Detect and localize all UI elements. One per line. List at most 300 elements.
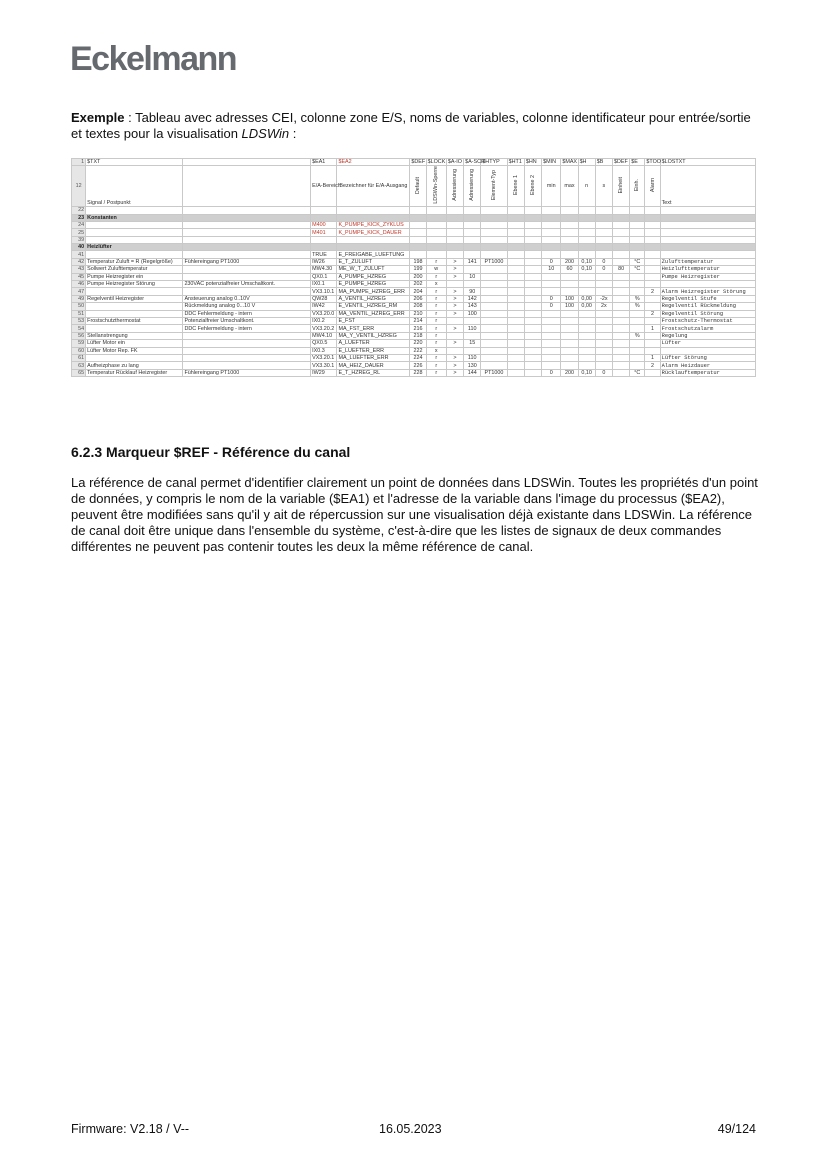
- table-cell: [645, 266, 660, 273]
- table-cell: [507, 354, 524, 361]
- header-cell: $B: [595, 159, 612, 166]
- table-cell: [595, 347, 612, 354]
- table-cell: >: [446, 362, 463, 369]
- table-cell: 1: [645, 354, 660, 361]
- table-cell: 0: [595, 266, 612, 273]
- table-cell: [578, 214, 595, 221]
- table-cell: TRUE: [311, 251, 337, 258]
- table-cell: [645, 340, 660, 347]
- table-cell: [561, 244, 578, 251]
- table-cell: [578, 332, 595, 339]
- table-cell: 41: [72, 251, 86, 258]
- table-cell: >: [446, 303, 463, 310]
- table-cell: 59: [72, 340, 86, 347]
- table-cell: [507, 266, 524, 273]
- table-cell: Lüfter: [660, 340, 755, 347]
- table-cell: [660, 347, 755, 354]
- table-cell: Regelventil Rückmeldung: [660, 303, 755, 310]
- table-cell: [595, 207, 612, 214]
- table-cell: [426, 244, 446, 251]
- table-cell: 100: [464, 310, 481, 317]
- table-cell: [524, 229, 541, 236]
- table-cell: [446, 207, 463, 214]
- table-cell: [524, 332, 541, 339]
- table-cell: [645, 295, 660, 302]
- table-cell: MA_HEIZ_DAUER: [337, 362, 410, 369]
- table-cell: [660, 221, 755, 228]
- table-cell: x: [426, 347, 446, 354]
- table-cell: MA_VENTIL_HZREG_ERR: [337, 310, 410, 317]
- intro-lead: Exemple: [71, 110, 125, 125]
- table-cell: [645, 273, 660, 280]
- table-row: [72, 207, 756, 214]
- table-cell: [183, 332, 311, 339]
- table-cell: 226: [410, 362, 426, 369]
- table-cell: [595, 325, 612, 332]
- table-cell: [561, 214, 578, 221]
- table-cell: [578, 221, 595, 228]
- table-cell: >: [446, 310, 463, 317]
- table-cell: [524, 214, 541, 221]
- table-cell: x: [426, 281, 446, 288]
- table-cell: QW28: [311, 295, 337, 302]
- table-cell: 200: [410, 273, 426, 280]
- table-cell: [660, 214, 755, 221]
- table-cell: [524, 325, 541, 332]
- section-row: [72, 244, 756, 251]
- table-cell: [524, 258, 541, 265]
- table-cell: 142: [464, 295, 481, 302]
- table-cell: 224: [410, 354, 426, 361]
- table-cell: 43: [72, 266, 86, 273]
- intro-app: LDSWin: [241, 126, 290, 141]
- table-cell: [86, 251, 183, 258]
- table-cell: [595, 362, 612, 369]
- subheader-label: s: [602, 183, 606, 190]
- table-cell: [645, 251, 660, 258]
- table-cell: Rücklauftemperatur: [660, 369, 755, 376]
- table-cell: [507, 258, 524, 265]
- table-row: [72, 281, 756, 288]
- table-cell: [660, 236, 755, 243]
- table-cell: 61: [72, 354, 86, 361]
- table-cell: [578, 340, 595, 347]
- table-cell: 141: [464, 258, 481, 265]
- table-cell: r: [426, 258, 446, 265]
- table-cell: [561, 221, 578, 228]
- table-cell: [183, 288, 311, 295]
- table-cell: [578, 273, 595, 280]
- subheader-cell: [446, 166, 463, 207]
- table-cell: [183, 362, 311, 369]
- table-cell: [410, 251, 426, 258]
- table-cell: [507, 303, 524, 310]
- table-row: [72, 340, 756, 347]
- table-cell: %: [630, 303, 645, 310]
- table-cell: [183, 340, 311, 347]
- table-cell: DDC Fehlermeldung - intern: [183, 310, 311, 317]
- table-cell: [507, 288, 524, 295]
- table-cell: [183, 207, 311, 214]
- table-cell: Frostschutzthermostat: [86, 318, 183, 325]
- table-cell: [595, 340, 612, 347]
- table-cell: Rückmeldung analog 0...10 V: [183, 303, 311, 310]
- footer-firmware: Firmware: V2.18 / V--: [71, 1122, 190, 1136]
- table-cell: [507, 310, 524, 317]
- table-cell: [524, 236, 541, 243]
- table-cell: [613, 347, 630, 354]
- table-cell: Pumpe Heizregister ein: [86, 273, 183, 280]
- table-cell: [446, 221, 463, 228]
- table-cell: [561, 332, 578, 339]
- subheader-label: Element-Typ: [490, 170, 497, 201]
- table-cell: r: [426, 354, 446, 361]
- table-row: [72, 221, 756, 228]
- table-cell: [446, 236, 463, 243]
- table-cell: °C: [630, 266, 645, 273]
- table-cell: [542, 310, 561, 317]
- table-cell: [524, 244, 541, 251]
- table-cell: [542, 207, 561, 214]
- subheader-label: Einheit: [618, 177, 625, 194]
- table-cell: 218: [410, 332, 426, 339]
- table-cell: [645, 369, 660, 376]
- table-cell: [660, 251, 755, 258]
- table-cell: [613, 221, 630, 228]
- table-cell: Regelventil Störung: [660, 310, 755, 317]
- table-cell: 65: [72, 369, 86, 376]
- table-cell: [630, 310, 645, 317]
- table-cell: >: [446, 369, 463, 376]
- table-cell: [542, 214, 561, 221]
- table-cell: [613, 251, 630, 258]
- table-cell: [481, 310, 507, 317]
- table-cell: [481, 332, 507, 339]
- table-cell: r: [426, 340, 446, 347]
- table-cell: [578, 207, 595, 214]
- table-cell: 22: [72, 207, 86, 214]
- table-cell: [578, 325, 595, 332]
- table-cell: [630, 340, 645, 347]
- table-cell: [561, 325, 578, 332]
- table-cell: [645, 229, 660, 236]
- table-cell: [446, 332, 463, 339]
- table-cell: DDC Fehlermeldung - intern: [183, 325, 311, 332]
- table-cell: 208: [410, 303, 426, 310]
- table-cell: E_FREIGABE_LUEFTUNG: [337, 251, 410, 258]
- table-cell: [507, 244, 524, 251]
- header-cell: $HT1: [507, 159, 524, 166]
- table-row: [72, 229, 756, 236]
- table-cell: [86, 236, 183, 243]
- table-cell: 15: [464, 340, 481, 347]
- table-cell: 2x: [595, 303, 612, 310]
- sheet-subheader-row: [72, 166, 756, 207]
- subheader-label: min: [546, 183, 556, 190]
- subheader-label: Ebene 1: [512, 175, 519, 196]
- table-cell: 40: [72, 244, 86, 251]
- table-cell: Regelventil Stufe: [660, 295, 755, 302]
- table-cell: 0: [542, 295, 561, 302]
- table-cell: [630, 362, 645, 369]
- table-cell: [542, 318, 561, 325]
- intro-paragraph: [71, 110, 761, 142]
- table-cell: [595, 332, 612, 339]
- table-cell: [446, 347, 463, 354]
- footer-date: 16.05.2023: [379, 1122, 442, 1136]
- table-cell: [524, 347, 541, 354]
- table-cell: [561, 362, 578, 369]
- subheader-label: Bezeichner für E/A-Ausgang: [339, 183, 408, 190]
- table-cell: [630, 221, 645, 228]
- table-row: [72, 362, 756, 369]
- table-cell: [507, 236, 524, 243]
- table-cell: Potenzialfreier Umschaltkont.: [183, 318, 311, 325]
- table-cell: 100: [561, 303, 578, 310]
- header-cell: $DEF: [411, 159, 426, 165]
- table-cell: [645, 332, 660, 339]
- table-cell: ME_W_T_ZULUFT: [337, 266, 410, 273]
- table-cell: [337, 214, 410, 221]
- table-cell: [645, 347, 660, 354]
- table-cell: [183, 347, 311, 354]
- table-cell: [613, 236, 630, 243]
- table-cell: [578, 362, 595, 369]
- page-footer: [71, 1122, 756, 1138]
- table-cell: Alarm Heizdauer: [660, 362, 755, 369]
- subheader-cell: [72, 166, 86, 207]
- table-cell: VX3.20.1: [311, 354, 337, 361]
- table-cell: [481, 251, 507, 258]
- table-cell: >: [446, 340, 463, 347]
- table-cell: [613, 362, 630, 369]
- table-cell: [561, 281, 578, 288]
- table-cell: [542, 347, 561, 354]
- table-cell: [86, 229, 183, 236]
- table-cell: [524, 310, 541, 317]
- table-cell: 110: [464, 354, 481, 361]
- table-cell: Zulufttemperatur: [660, 258, 755, 265]
- subheader-cell: [410, 166, 426, 207]
- table-cell: [183, 266, 311, 273]
- table-cell: [446, 244, 463, 251]
- table-cell: [542, 332, 561, 339]
- table-cell: 200: [561, 258, 578, 265]
- table-cell: QX0.5: [311, 340, 337, 347]
- table-cell: 50: [72, 303, 86, 310]
- table-cell: [645, 258, 660, 265]
- table-cell: r: [426, 295, 446, 302]
- table-cell: [446, 229, 463, 236]
- table-cell: 130: [464, 362, 481, 369]
- table-cell: [630, 251, 645, 258]
- table-cell: 198: [410, 258, 426, 265]
- table-cell: [410, 214, 426, 221]
- table-cell: 23: [72, 214, 86, 221]
- table-cell: 214: [410, 318, 426, 325]
- subheader-cell: [86, 166, 183, 207]
- table-cell: [595, 318, 612, 325]
- table-cell: [86, 354, 183, 361]
- table-cell: [561, 347, 578, 354]
- table-cell: [578, 318, 595, 325]
- table-cell: [524, 207, 541, 214]
- table-cell: Lüfter Störung: [660, 354, 755, 361]
- table-cell: [410, 207, 426, 214]
- table-cell: [464, 244, 481, 251]
- table-cell: [524, 251, 541, 258]
- table-cell: [595, 251, 612, 258]
- table-cell: 51: [72, 310, 86, 317]
- table-cell: [183, 236, 311, 243]
- table-cell: [183, 214, 311, 221]
- table-cell: 204: [410, 288, 426, 295]
- header-cell: $MAX: [562, 159, 578, 165]
- table-cell: [311, 207, 337, 214]
- section-heading: 6.2.3 Marqueur $REF - Référence du canal: [71, 444, 351, 460]
- table-cell: 53: [72, 318, 86, 325]
- table-cell: Frostschutz-Thermostat: [660, 318, 755, 325]
- table-cell: [183, 221, 311, 228]
- table-cell: [426, 221, 446, 228]
- table-row: [72, 347, 756, 354]
- header-cell: $E: [630, 159, 645, 166]
- table-cell: [464, 251, 481, 258]
- table-cell: [464, 214, 481, 221]
- table-row: [72, 266, 756, 273]
- table-cell: 0,00: [578, 303, 595, 310]
- table-row: [72, 288, 756, 295]
- table-cell: IX0.2: [311, 318, 337, 325]
- table-cell: [542, 236, 561, 243]
- table-cell: MW4.10: [311, 332, 337, 339]
- table-row: [72, 236, 756, 243]
- table-cell: PT1000: [481, 369, 507, 376]
- table-cell: [481, 281, 507, 288]
- table-cell: Pumpe Heizregister Störung: [86, 281, 183, 288]
- table-row: [72, 354, 756, 361]
- table-cell: [630, 347, 645, 354]
- table-cell: %: [630, 332, 645, 339]
- subheader-label: Text: [661, 200, 672, 207]
- subheader-cell: [311, 166, 341, 207]
- table-cell: [630, 229, 645, 236]
- table-cell: [524, 340, 541, 347]
- table-cell: [507, 340, 524, 347]
- table-cell: [630, 244, 645, 251]
- table-cell: [660, 229, 755, 236]
- table-cell: >: [446, 273, 463, 280]
- table-cell: 10: [464, 273, 481, 280]
- table-cell: [426, 236, 446, 243]
- table-row: [72, 273, 756, 280]
- table-cell: 220: [410, 340, 426, 347]
- table-cell: [464, 266, 481, 273]
- table-cell: [613, 207, 630, 214]
- table-cell: [630, 288, 645, 295]
- table-cell: [630, 318, 645, 325]
- table-cell: 2: [645, 288, 660, 295]
- table-cell: [481, 236, 507, 243]
- table-cell: Lüfter Motor ein: [86, 340, 183, 347]
- table-cell: [507, 295, 524, 302]
- table-cell: [613, 273, 630, 280]
- table-cell: 202: [410, 281, 426, 288]
- table-cell: [311, 214, 337, 221]
- table-cell: IX0.1: [311, 281, 337, 288]
- table-cell: [481, 207, 507, 214]
- table-cell: [561, 207, 578, 214]
- table-cell: [542, 251, 561, 258]
- table-cell: r: [426, 332, 446, 339]
- table-cell: [410, 244, 426, 251]
- table-cell: MA_LUEFTER_ERR: [337, 354, 410, 361]
- table-cell: 24: [72, 221, 86, 228]
- table-cell: [410, 236, 426, 243]
- table-cell: [524, 303, 541, 310]
- table-cell: [464, 318, 481, 325]
- table-cell: [524, 273, 541, 280]
- table-cell: [183, 244, 311, 251]
- table-cell: [595, 288, 612, 295]
- table-cell: [481, 229, 507, 236]
- table-cell: 49: [72, 295, 86, 302]
- table-cell: E_LUEFTER_ERR: [337, 347, 410, 354]
- table-cell: 0: [542, 303, 561, 310]
- subheader-cell: [524, 166, 541, 207]
- table-cell: Fühlereingang PT1000: [183, 369, 311, 376]
- table-cell: 56: [72, 332, 86, 339]
- table-cell: Temperatur Rücklauf Heizregister: [86, 369, 183, 376]
- header-cell: $A-IO: [447, 159, 462, 165]
- table-cell: Konstanten: [86, 214, 183, 221]
- table-cell: 0,10: [578, 369, 595, 376]
- table-cell: IW26: [311, 258, 337, 265]
- table-cell: [613, 244, 630, 251]
- table-cell: [464, 281, 481, 288]
- table-cell: [630, 236, 645, 243]
- table-cell: 90: [464, 288, 481, 295]
- table-cell: VX3.20.2: [311, 325, 337, 332]
- table-cell: [464, 236, 481, 243]
- subheader-cell: [660, 166, 755, 207]
- table-cell: [481, 295, 507, 302]
- table-cell: 144: [464, 369, 481, 376]
- subheader-cell: [561, 166, 578, 207]
- table-cell: [524, 295, 541, 302]
- subheader-label: Adressierung: [469, 169, 476, 202]
- table-cell: MW4.30: [311, 266, 337, 273]
- table-cell: [446, 318, 463, 325]
- table-cell: K_PUMPE_KICK_DAUER: [337, 229, 410, 236]
- table-cell: >: [446, 266, 463, 273]
- table-cell: 110: [464, 325, 481, 332]
- table-cell: [446, 214, 463, 221]
- header-cell: $DEF: [614, 159, 628, 165]
- table-cell: [464, 229, 481, 236]
- table-cell: [446, 281, 463, 288]
- table-row: [72, 258, 756, 265]
- table-cell: [524, 362, 541, 369]
- table-cell: [613, 288, 630, 295]
- table-cell: [660, 281, 755, 288]
- table-cell: [542, 273, 561, 280]
- table-cell: [613, 354, 630, 361]
- table-cell: [481, 288, 507, 295]
- table-cell: [183, 251, 311, 258]
- table-cell: [595, 310, 612, 317]
- subheader-cell: [613, 166, 630, 207]
